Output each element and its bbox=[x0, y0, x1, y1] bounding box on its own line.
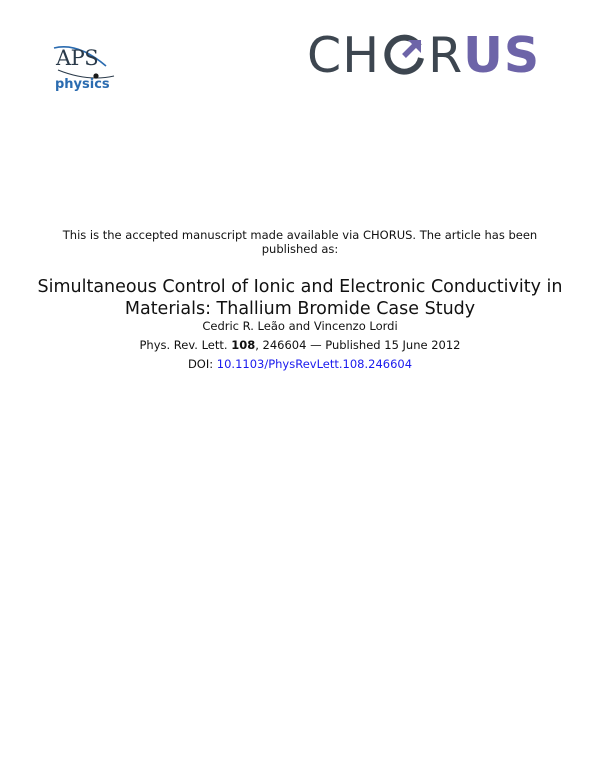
citation-journal: Phys. Rev. Lett. bbox=[139, 338, 232, 352]
chorus-logo-text-1: CH bbox=[307, 27, 381, 84]
chorus-logo bbox=[307, 28, 540, 84]
doi-label: DOI: bbox=[187, 357, 217, 371]
chorus-logo-text-3: US bbox=[463, 27, 541, 84]
article-doi bbox=[0, 357, 600, 371]
chorus-logo-text-2: R bbox=[428, 27, 464, 84]
article-authors: Cedric R. Leão and Vincenzo Lordi bbox=[202, 319, 398, 333]
article-title: Simultaneous Control of Ionic and Electronic Conductivity in Materials: Thallium Bromide Case Study bbox=[37, 277, 563, 319]
citation-volume: 108 bbox=[231, 338, 256, 352]
circle-arrow-icon bbox=[381, 32, 427, 78]
physics-logo-text: physics bbox=[55, 77, 110, 92]
article-citation bbox=[0, 338, 600, 352]
citation-details: , 246604 — Published 15 June 2012 bbox=[255, 338, 461, 352]
intro-text: This is the accepted manuscript made available via CHORUS. The article has been published as: bbox=[62, 228, 538, 256]
doi-link[interactable]: 10.1103/PhysRevLett.108.246604 bbox=[216, 357, 413, 371]
aps-physics-logo bbox=[48, 40, 120, 98]
aps-logo-text: APS bbox=[56, 46, 99, 70]
